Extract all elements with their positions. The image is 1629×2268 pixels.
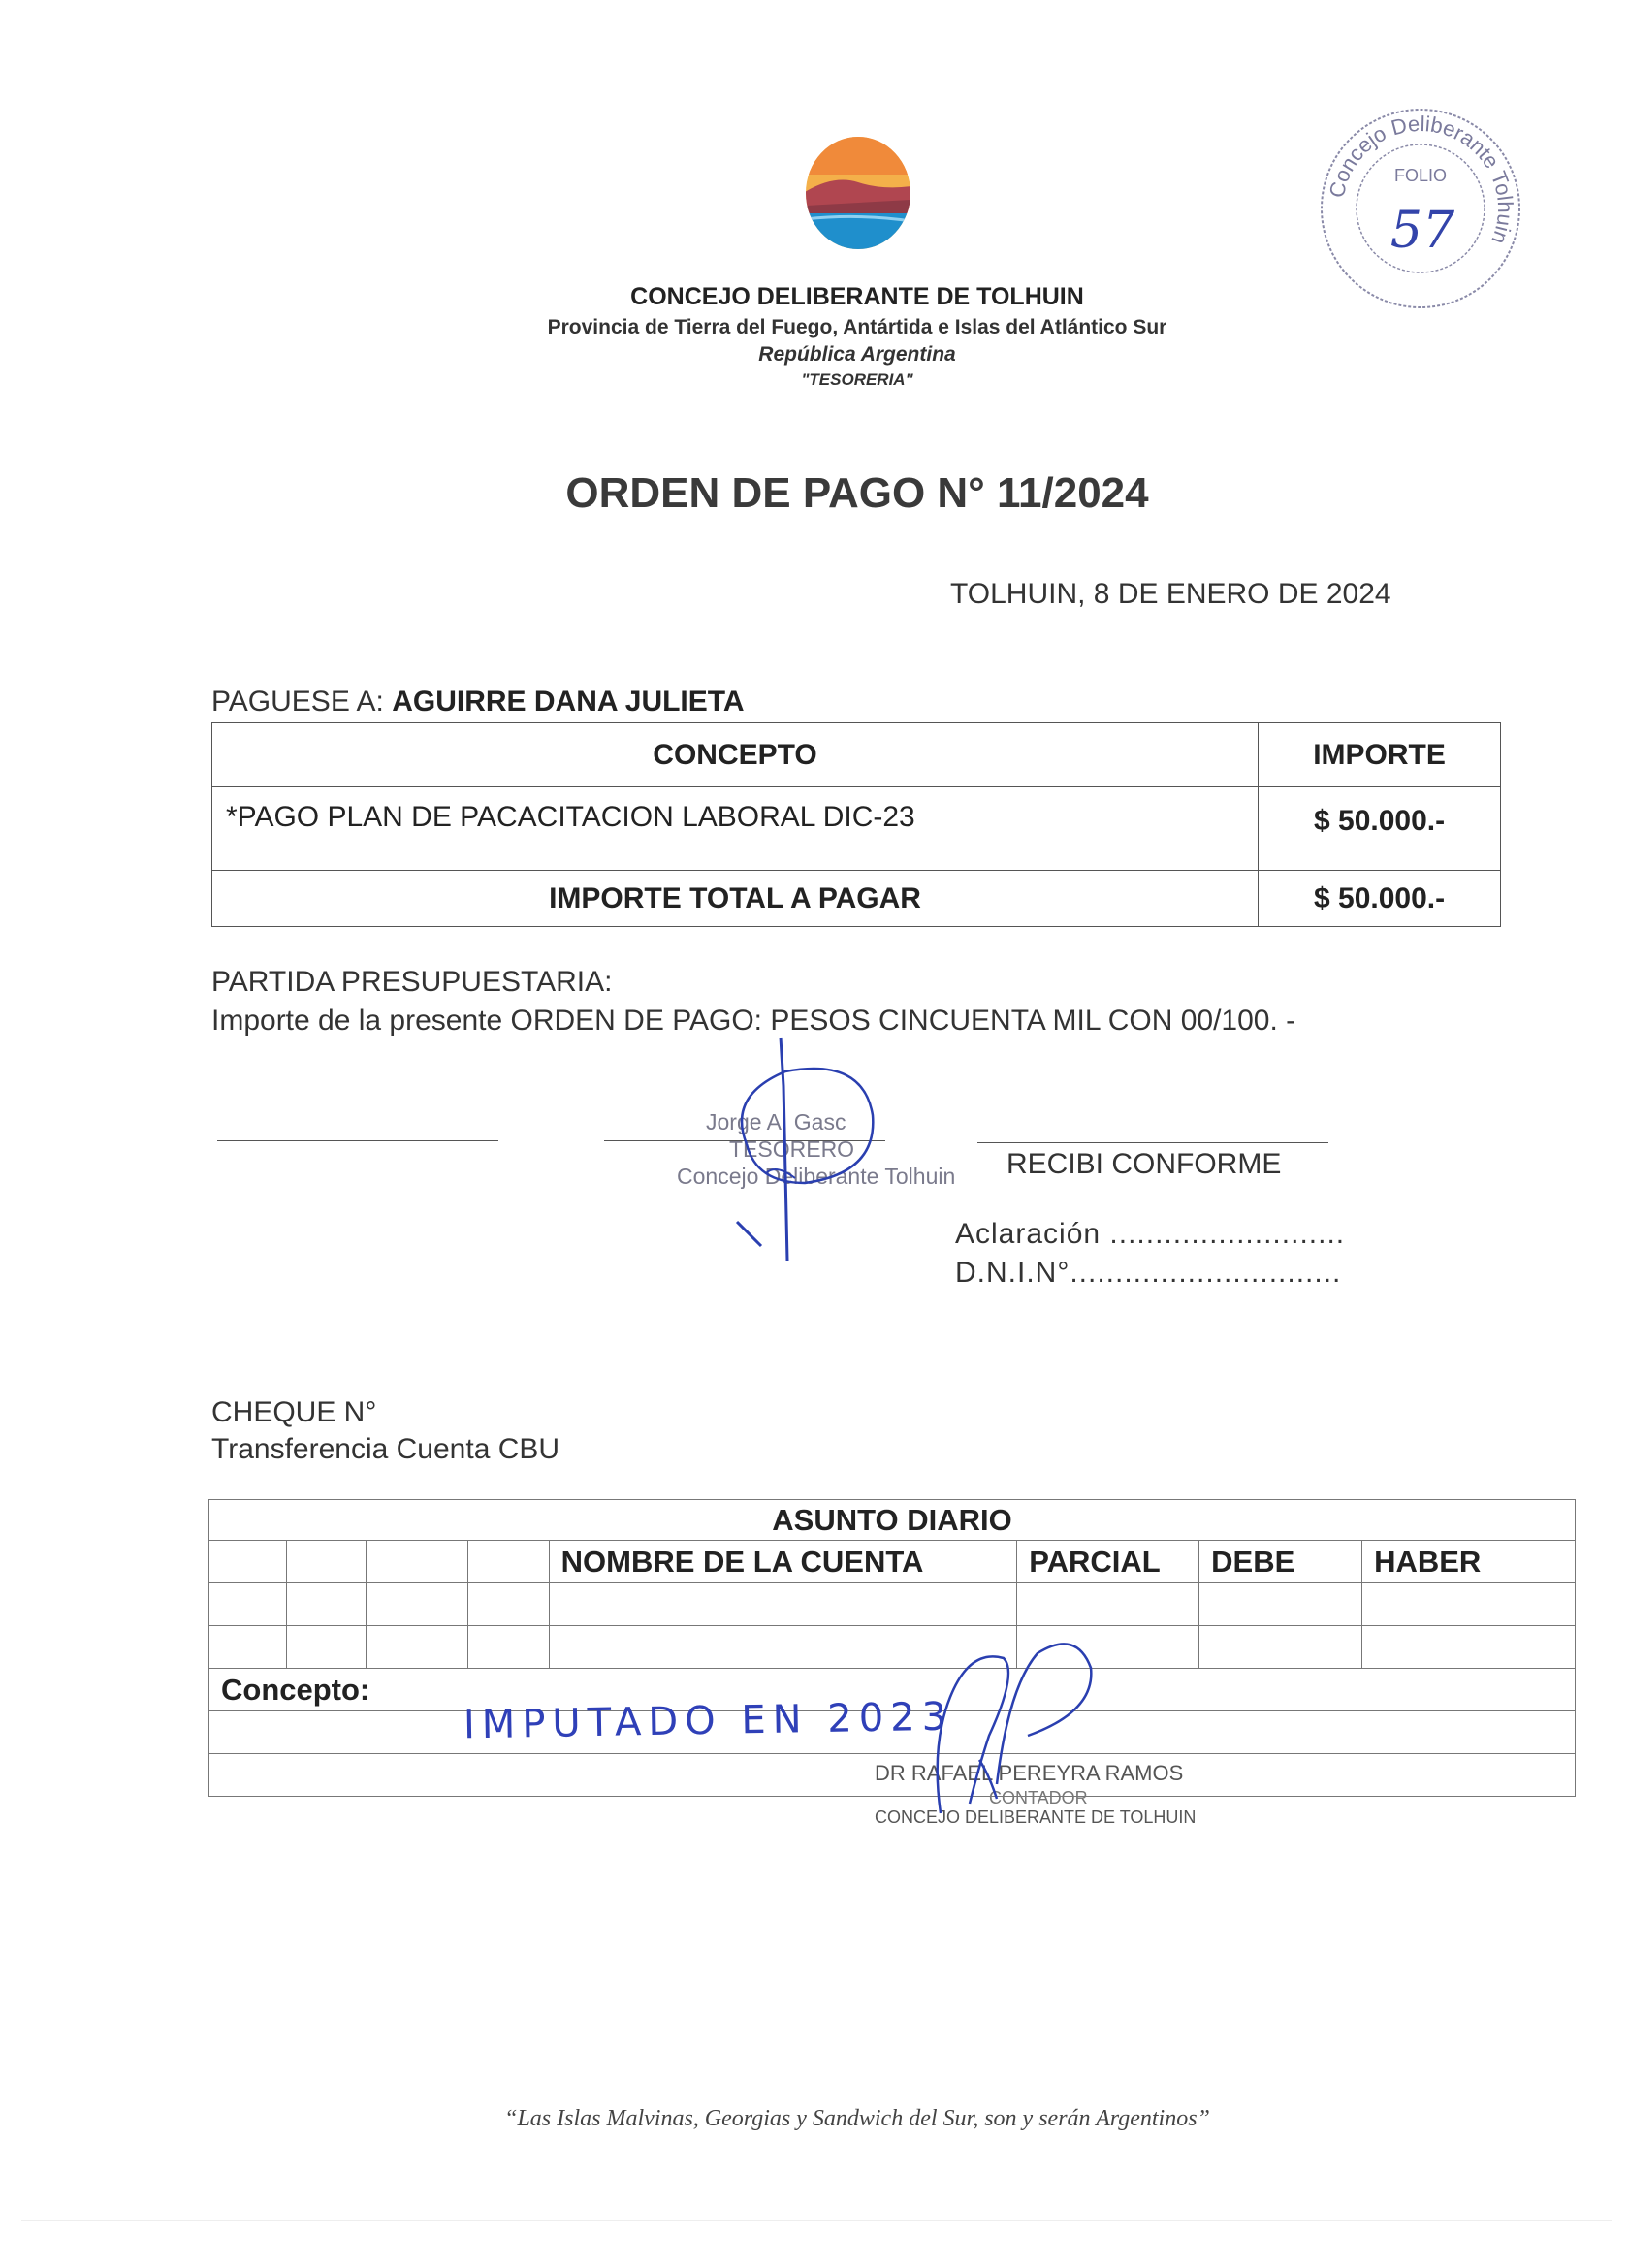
haber-header: HABER [1362,1541,1576,1583]
diary-cell [467,1583,549,1626]
diary-cell [1362,1626,1576,1669]
total-amount: $ 50.000.- [1259,871,1501,927]
province-name: Provincia de Tierra del Fuego, Antártida e Islas del Atlántico Sur [547,316,1167,338]
payment-table [211,722,1501,927]
accountant-role: CONTADOR [989,1788,1088,1807]
republic-name: República Argentina [758,343,956,366]
order-amount-text: Importe de la presente ORDEN DE PAGO: PESOS CINCUENTA MIL CON 00/100. - [211,1005,1296,1037]
concept-cell: *PAGO PLAN DE PACACITACION LABORAL DIC-23 [212,787,1259,871]
diary-cell [209,1541,287,1583]
department-name: "TESORERIA" [801,370,913,389]
dni-field: D.N.I.N°.............................. [955,1257,1342,1289]
diary-table [208,1499,1576,1797]
diary-cell [286,1626,366,1669]
diary-title: ASUNTO DIARIO [209,1500,1576,1541]
council-logo [805,136,911,250]
partida-label: PARTIDA PRESUPUESTARIA: [211,966,613,998]
total-label: IMPORTE TOTAL A PAGAR [212,871,1259,927]
handwritten-concept: IMPUTADO EN 2023 [463,1694,954,1748]
payee-label: PAGUESE A: [211,686,384,718]
treasurer-org: Concejo Deliberante Tolhuin [677,1164,956,1189]
folio-number: 57 [1389,202,1455,260]
place-date: TOLHUIN, 8 DE ENERO DE 2024 [950,578,1391,610]
diary-cell [1199,1583,1362,1626]
payee-name: AGUIRRE DANA JULIETA [392,686,745,718]
amount-cell: $ 50.000.- [1259,787,1501,871]
diary-cell [366,1541,467,1583]
transfer-label: Transferencia Cuenta CBU [211,1433,560,1465]
signature-line-3 [977,1142,1328,1143]
folio-ring-text: Concejo Deliberante Tolhuin [1324,111,1518,248]
footer-motto: “Las Islas Malvinas, Georgias y Sandwich del Sur, son y serán Argentinos” [504,2106,1210,2131]
diary-cell [286,1541,366,1583]
diary-cell [467,1541,549,1583]
diary-cell [209,1583,287,1626]
diary-cell [286,1583,366,1626]
folio-stamp [1314,102,1527,315]
diary-cell [1017,1583,1199,1626]
diary-cell [209,1626,287,1669]
diary-cell [467,1626,549,1669]
accountant-name: DR RAFAEL PEREYRA RAMOS [875,1761,1184,1785]
debe-header: DEBE [1199,1541,1362,1583]
concept-header: CONCEPTO [212,723,1259,787]
treasurer-role: TESORERO [729,1136,855,1162]
document-title: ORDEN DE PAGO N° 11/2024 [565,469,1149,517]
payee-line [211,686,745,719]
accountant-signature [921,1629,1115,1823]
diary-cell [366,1626,467,1669]
aclaracion-field: Aclaración .......................... [955,1218,1346,1250]
accountant-org: CONCEJO DELIBERANTE DE TOLHUIN [875,1807,1197,1827]
parcial-header: PARCIAL [1017,1541,1199,1583]
account-name-header: NOMBRE DE LA CUENTA [549,1541,1017,1583]
concept-label: Concepto: [221,1672,370,1707]
receipt-label: RECIBI CONFORME [1006,1148,1282,1180]
folio-label: FOLIO [1393,166,1448,185]
cheque-label: CHEQUE N° [211,1396,377,1428]
diary-cell [1199,1626,1362,1669]
diary-cell [1362,1583,1576,1626]
diary-cell [366,1583,467,1626]
organization-name: CONCEJO DELIBERANTE DE TOLHUIN [630,283,1084,310]
diary-cell [549,1583,1017,1626]
treasurer-name: Jorge A. Gasc [706,1109,846,1134]
page-edge [21,2220,1612,2221]
treasurer-signature [708,1028,921,1270]
signature-line-1 [217,1140,498,1141]
amount-header: IMPORTE [1259,723,1501,787]
